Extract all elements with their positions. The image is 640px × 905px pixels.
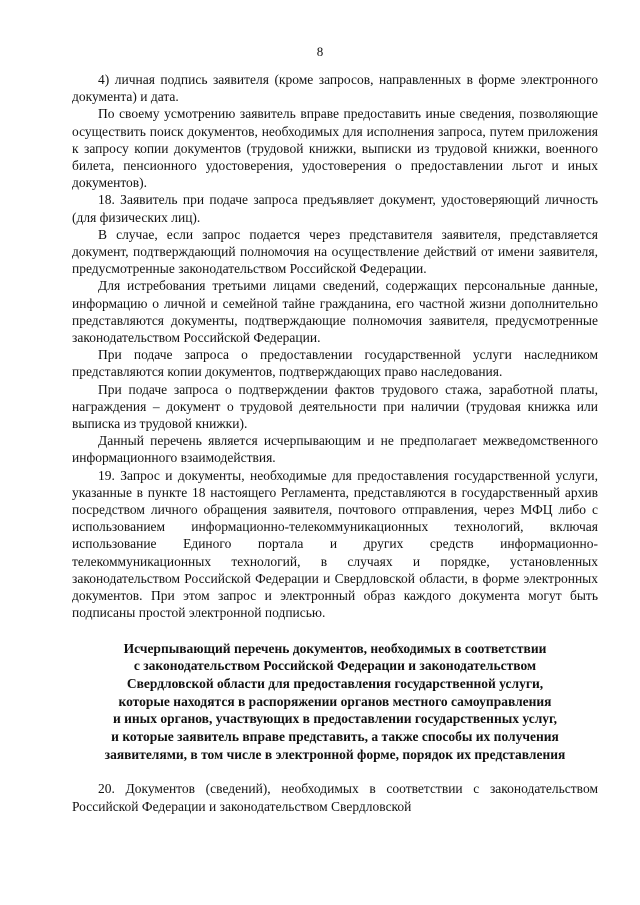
heading-line: Исчерпывающий перечень документов, необходимых в соответствии	[123, 640, 547, 656]
paragraph-20: 20. Документов (сведений), необходимых в соответствии с законодательством Российской Федерации и законодательством Свердловской	[72, 781, 598, 814]
heading-line: которые находятся в распоряжении органов местного самоуправления	[118, 693, 552, 709]
paragraph-representative: В случае, если запрос подается через представителя заявителя, представляется документ, подтверждающий полномочия на осуществление действий от имени заявителя, предусмотренные законодательством Российской Федерации.	[72, 226, 598, 277]
paragraph-19: 19. Запрос и документы, необходимые для предоставления государственной услуги, указанные в пункте 18 настоящего Регламента, представляются в государственный архив посредством личного обращения заявителя, почтового отправления, через МФЦ либо с использованием информационно-телекоммуникационных технологий, включая использование Единого портала и других средств информационно-телекоммуникационных технологий, в случаях и порядке, установленных законодательством Российской Федерации и Свердловской области, в форме электронных документов. При этом запрос и электронный образ каждого документа могут быть подписаны простой электронной подписью.	[72, 467, 598, 621]
paragraph-18: 18. Заявитель при подаче запроса предъявляет документ, удостоверяющий личность (для физических лиц).	[72, 192, 598, 225]
document-body	[72, 71, 598, 815]
page-number: 8	[316, 44, 324, 59]
heading-line: и которые заявитель вправе представить, а также способы их получения	[111, 729, 559, 745]
paragraph-heir: При подаче запроса о предоставлении государственной услуги наследником представляются копии документов, подтверждающих право наследования.	[72, 347, 598, 380]
paragraph-exhaustive-list: Данный перечень является исчерпывающим и не предполагает межведомственного информационного взаимодействия.	[72, 433, 598, 466]
heading-line: и иных органов, участвующих в предоставлении государственных услуг,	[112, 711, 558, 727]
heading-line: заявителями, в том числе в электронной форме, порядок их представления	[104, 746, 566, 762]
paragraph-optional-info: По своему усмотрению заявитель вправе предоставить иные сведения, позволяющие осуществить поиск документов, необходимых для исполнения запроса, путем приложения к запросу копии документов (трудовой книжки, выписки из трудовой книжки, военного билета, пенсионного удостоверения, удостоверения о предоставлении льгот и иных документов).	[72, 106, 598, 191]
section-heading	[72, 640, 598, 764]
paragraph-work-experience: При подаче запроса о подтверждении фактов трудового стажа, заработной платы, награждения – документ о трудовой деятельности при наличии (трудовая книжка или выписка из трудовой книжки).	[72, 381, 598, 432]
paragraph-item-4: 4) личная подпись заявителя (кроме запросов, направленных в форме электронного документа) и дата.	[72, 72, 598, 105]
paragraph-third-parties: Для истребования третьими лицами сведений, содержащих персональные данные, информацию о личной и семейной тайне гражданина, его частной жизни дополнительно представляются документы, подтверждающие полномочия заявителя, предусмотренные законодательством Российской Федерации.	[72, 278, 598, 346]
heading-line: с законодательством Российской Федерации и законодательством	[133, 658, 537, 674]
heading-line: Свердловской области для предоставления государственной услуги,	[126, 675, 544, 691]
